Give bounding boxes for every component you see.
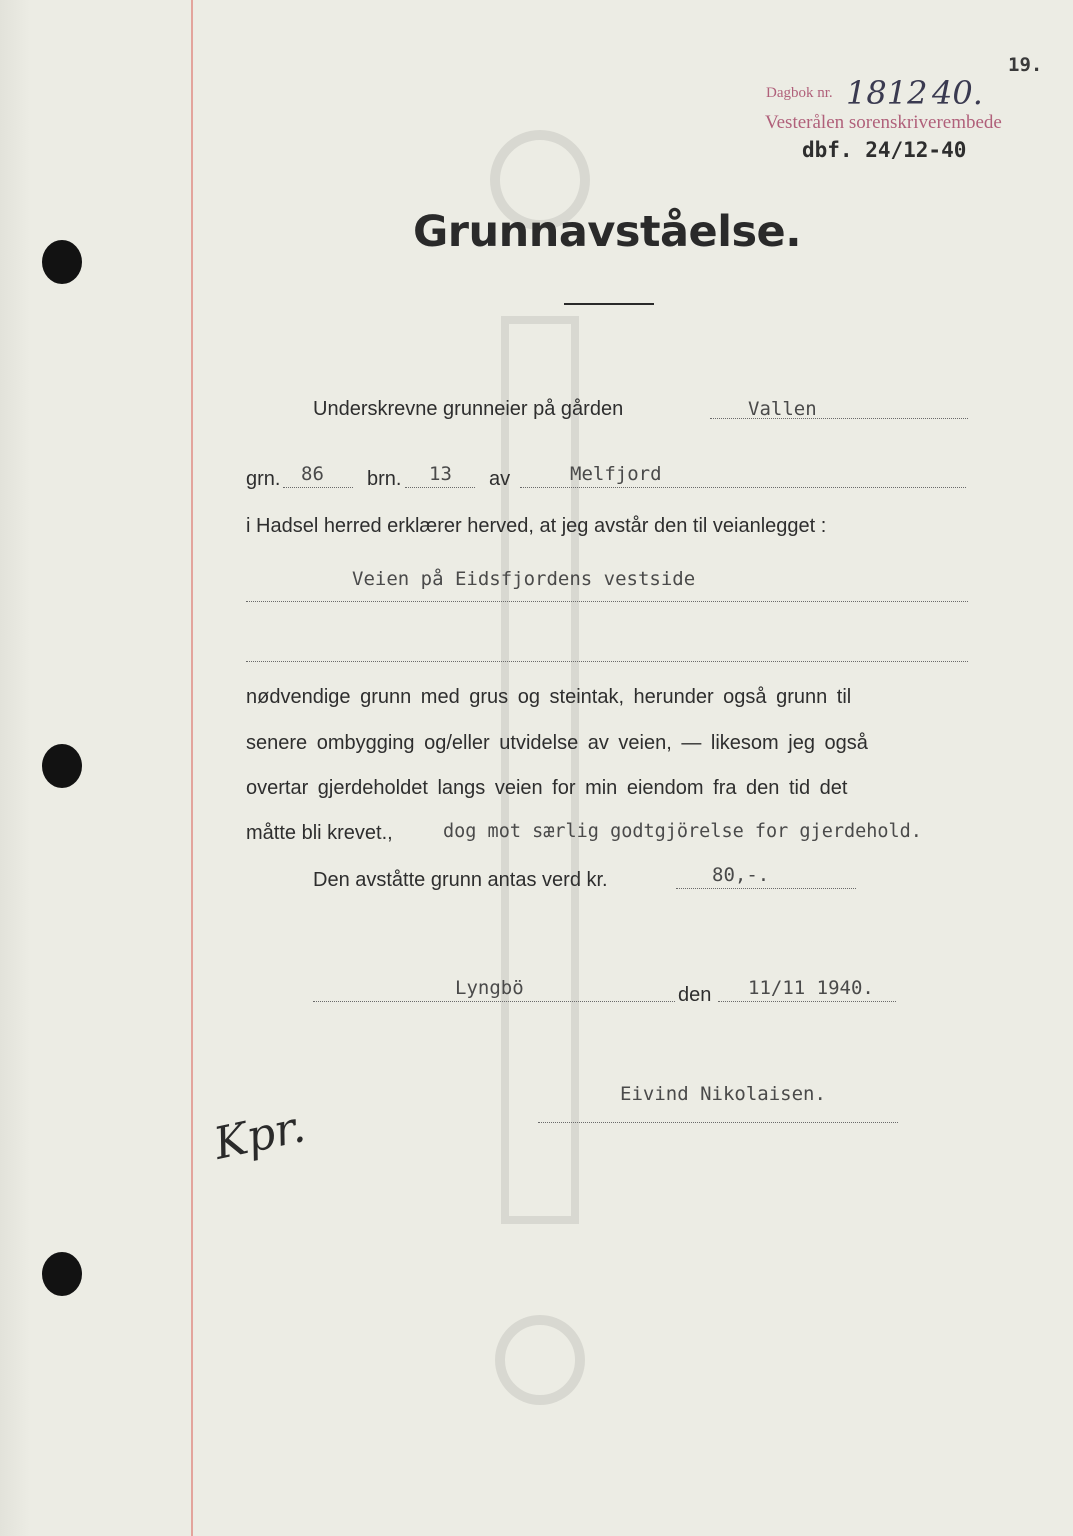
page-edge <box>0 0 30 1536</box>
farm-value: Vallen <box>748 398 817 420</box>
value-amount: 80,-. <box>712 864 770 886</box>
punch-hole-bottom <box>42 1252 82 1296</box>
body-line-3: overtar gjerdeholdet langs veien for min eiendom fra den tid det <box>246 777 848 799</box>
signature-name: Eivind Nikolaisen. <box>620 1083 826 1105</box>
stamp-entry-number: 1812 <box>846 74 928 112</box>
stamp-filed-date: dbf. 24/12-40 <box>802 138 967 162</box>
place-field-line <box>313 1001 675 1002</box>
page-number: 19. <box>1008 54 1043 76</box>
grn-field-line <box>283 487 353 488</box>
value-field-line <box>676 888 856 889</box>
road-name: Veien på Eidsfjordens vestside <box>352 568 696 590</box>
av-field-line <box>520 487 966 488</box>
punch-hole-top <box>42 240 82 284</box>
grn-value: 86 <box>301 463 324 485</box>
margin-rule <box>191 0 193 1536</box>
den-label: den <box>678 984 712 1006</box>
grn-label: grn. <box>246 468 281 490</box>
intro-label: Underskrevne grunneier på gården <box>313 398 624 420</box>
road-field-line-2 <box>246 661 968 662</box>
body-line-2: senere ombygging og/eller utvidelse av veien, — likesom jeg også <box>246 732 868 754</box>
title-rule <box>564 303 654 305</box>
body-line-4: måtte bli krevet., <box>246 822 393 844</box>
value-label: Den avståtte grunn antas verd kr. <box>313 869 608 891</box>
av-label: av <box>489 468 511 490</box>
stamp-year: 40. <box>932 74 983 112</box>
signature-line <box>538 1122 898 1123</box>
stamp-office: Vesterålen sorenskriverembede <box>765 112 1002 133</box>
declaration-line: i Hadsel herred erklærer herved, at jeg avstår den til veianlegget : <box>246 515 827 537</box>
place: Lyngbö <box>455 977 524 999</box>
brn-label: brn. <box>367 468 402 490</box>
av-value: Melfjord <box>570 463 662 485</box>
brn-value: 13 <box>429 463 452 485</box>
stamp-diary-label: Dagbok nr. <box>766 85 833 101</box>
document-title: Grunnavståelse. <box>413 207 802 257</box>
date-field-line <box>718 1001 896 1002</box>
brn-field-line <box>405 487 475 488</box>
date: 11/11 1940. <box>748 977 874 999</box>
body-line-1: nødvendige grunn med grus og steintak, herunder også grunn til <box>246 686 852 708</box>
punch-hole-middle <box>42 744 82 788</box>
road-field-line-1 <box>246 601 968 602</box>
handwritten-initials: Kpr. <box>209 1101 310 1170</box>
typed-addition: dog mot særlig godtgjörelse for gjerdehold. <box>443 821 922 842</box>
